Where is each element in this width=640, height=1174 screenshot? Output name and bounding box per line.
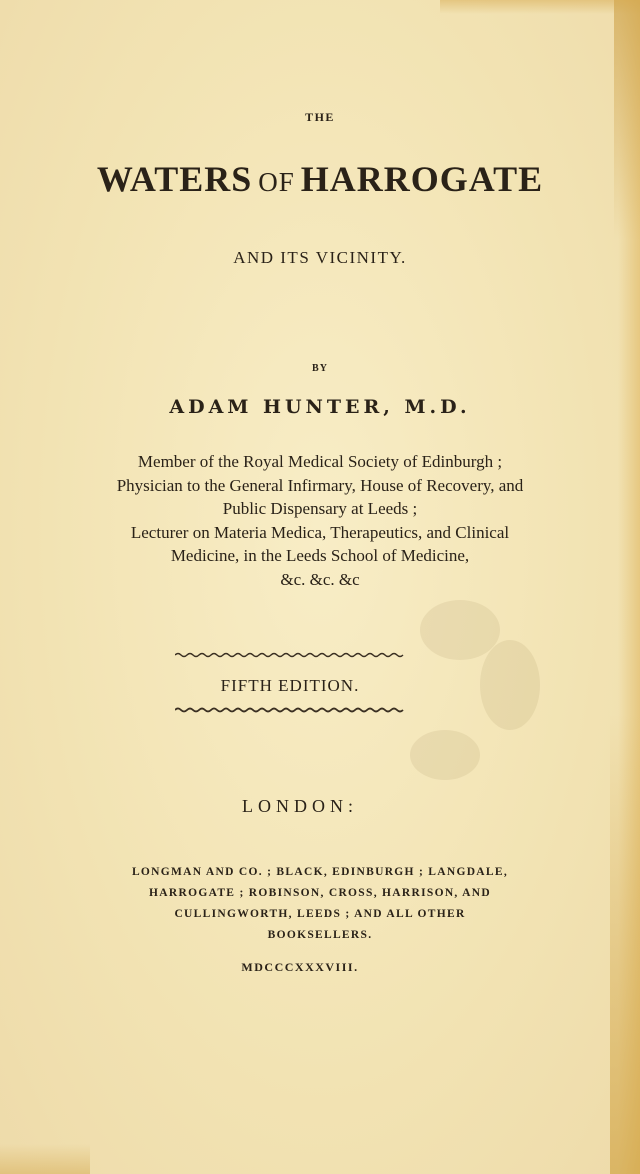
publishers (40, 862, 600, 946)
credential-line: Member of the Royal Medical Society of Edinburgh ; (137, 452, 503, 471)
foxing-stain-left (0, 1144, 90, 1174)
credential-line: Medicine, in the Leeds School of Medicine, (170, 546, 470, 565)
author-credentials (40, 450, 600, 591)
edition: FIFTH EDITION. (220, 676, 360, 695)
main-title-part2: HARROGATE (300, 159, 544, 199)
publisher-line: HARROGATE ; ROBINSON, CROSS, HARRISON, AND (149, 887, 491, 899)
paper-smudge (420, 600, 500, 660)
paper-smudge (410, 730, 480, 780)
credential-line: Public Dispensary at Leeds ; (222, 499, 418, 518)
wavy-rule-bottom (175, 707, 405, 713)
credential-line: &c. &c. &c (280, 569, 360, 589)
foxing-stain-bottom (610, 714, 640, 1174)
main-title (0, 158, 640, 200)
main-title-part1: WATERS (96, 159, 253, 199)
main-title-of: OF (258, 167, 295, 197)
credential-line: Lecturer on Materia Medica, Therapeutics, and Clinical (130, 522, 510, 542)
author-name: ADAM HUNTER, M.D. (169, 396, 471, 418)
subtitle: AND ITS VICINITY. (233, 248, 407, 267)
publisher-line: CULLINGWORTH, LEEDS ; AND ALL OTHER (174, 908, 466, 920)
place-of-publication: LONDON: (242, 796, 358, 816)
publisher-line: LONGMAN AND CO. ; BLACK, EDINBURGH ; LANGDALE, (131, 866, 509, 878)
title-article: THE (305, 110, 335, 124)
wavy-rule-top (175, 652, 405, 658)
credential-line: Physician to the General Infirmary, House of Recovery, and (116, 475, 524, 495)
publication-date: MDCCCXXXVIII. (241, 960, 359, 974)
by-line: BY (312, 363, 328, 374)
foxing-stain-top-edge (440, 0, 640, 14)
publisher-line: BOOKSELLERS. (267, 929, 373, 941)
